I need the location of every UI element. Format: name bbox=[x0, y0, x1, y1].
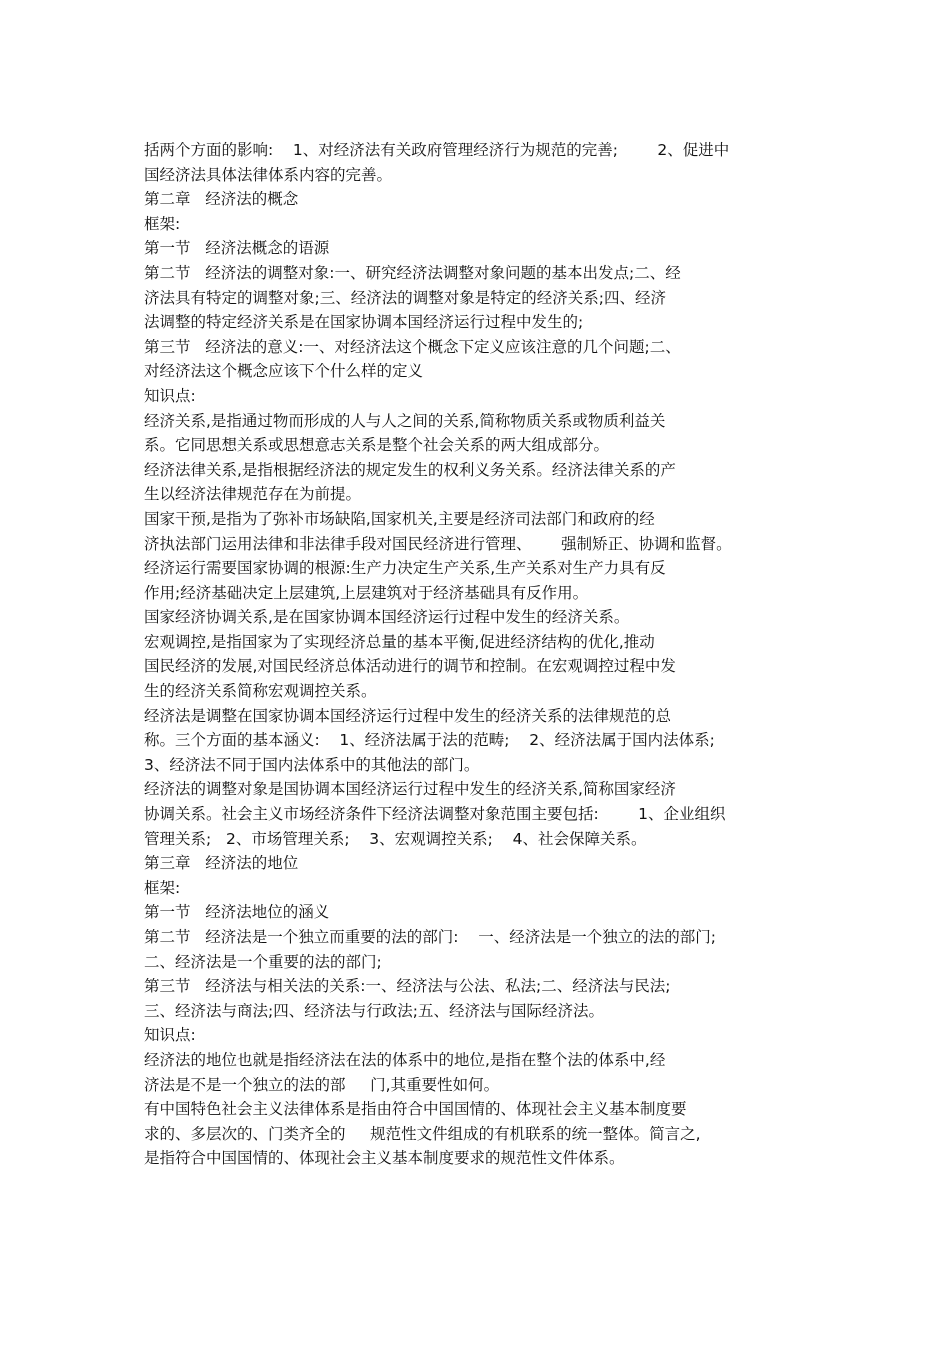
text-line: 第三节 经济法与相关法的关系:一、经济法与公法、私法;二、经济法与民法; bbox=[144, 977, 671, 996]
text-line: 国家经济协调关系,是在国家协调本国经济运行过程中发生的经济关系。 bbox=[144, 608, 630, 627]
text-line: 第三节 经济法的意义:一、对经济法这个概念下定义应该注意的几个问题;二、 bbox=[144, 337, 681, 356]
text-line: 经济关系,是指通过物而形成的人与人之间的关系,简称物质关系或物质利益关 bbox=[144, 411, 666, 430]
text-line: 三、经济法与商法;四、经济法与行政法;五、经济法与国际经济法。 bbox=[144, 1001, 604, 1020]
text-line: 二、经济法是一个重要的法的部门; bbox=[144, 952, 382, 971]
text-line: 法调整的特定经济关系是在国家协调本国经济运行过程中发生的; bbox=[144, 313, 584, 332]
text-line: 生的经济关系简称宏观调控关系。 bbox=[144, 682, 377, 701]
text-line: 框架: bbox=[144, 878, 181, 897]
text-line: 括两个方面的影响: 1、对经济法有关政府管理经济行为规范的完善; 2、促进中 bbox=[144, 141, 730, 159]
text-line: 宏观调控,是指国家为了实现经济总量的基本平衡,促进经济结构的优化,推动 bbox=[144, 632, 655, 651]
text-line: 对经济法这个概念应该下个什么样的定义 bbox=[144, 362, 424, 381]
text-line: 知识点: bbox=[144, 1026, 196, 1045]
text-line: 协调关系。社会主义市场经济条件下经济法调整对象范围主要包括: 1、企业组织 bbox=[144, 805, 726, 824]
text-line: 经济运行需要国家协调的根源:生产力决定生产关系,生产关系对生产力具有反 bbox=[144, 559, 666, 578]
text-line: 经济法律关系,是指根据经济法的规定发生的权利义务关系。经济法律关系的产 bbox=[144, 460, 676, 479]
text-line: 济执法部门运用法律和非法律手段对国民经济进行管理、 强制矫正、协调和监督。 bbox=[144, 534, 732, 553]
text-line: 经济法是调整在国家协调本国经济运行过程中发生的经济关系的法律规范的总 bbox=[144, 706, 672, 725]
text-line: 是指符合中国国情的、体现社会主义基本制度要求的规范性文件体系。 bbox=[144, 1149, 625, 1168]
text-line: 济法具有特定的调整对象;三、经济法的调整对象是特定的经济关系;四、经济 bbox=[144, 288, 666, 307]
text-line: 管理关系; 2、市场管理关系; 3、宏观调控关系; 4、社会保障关系。 bbox=[144, 829, 647, 848]
text-line: 有中国特色社会主义法律体系是指由符合中国国情的、体现社会主义基本制度要 bbox=[144, 1100, 687, 1119]
text-line: 求的、多层次的、门类齐全的 规范性文件组成的有机联系的统一整体。简言之, bbox=[144, 1124, 701, 1143]
text-line: 经济法的地位也就是指经济法在法的体系中的地位,是指在整个法的体系中,经 bbox=[144, 1050, 666, 1069]
text-line: 国经济法具体法律体系内容的完善。 bbox=[144, 165, 393, 184]
text-line: 知识点: bbox=[144, 386, 196, 405]
text-line: 第二节 经济法是一个独立而重要的法的部门: 一、经济法是一个独立的法的部门; bbox=[144, 928, 716, 946]
text-line: 第三章 经济法的地位 bbox=[144, 854, 299, 873]
text-line: 作用;经济基础决定上层建筑,上层建筑对于经济基础具有反作用。 bbox=[144, 583, 589, 602]
text-line: 国民经济的发展,对国民经济总体活动进行的调节和控制。在宏观调控过程中发 bbox=[144, 657, 676, 676]
text-line: 生以经济法律规范存在为前提。 bbox=[144, 485, 362, 504]
text-line: 3、经济法不同于国内法体系中的其他法的部门。 bbox=[144, 755, 480, 774]
text-line: 第一节 经济法概念的语源 bbox=[144, 239, 330, 258]
text-line: 经济法的调整对象是国协调本国经济运行过程中发生的经济关系,简称国家经济 bbox=[144, 780, 676, 799]
text-line: 第一节 经济法地位的涵义 bbox=[144, 903, 330, 922]
text-line: 系。它同思想关系或思想意志关系是整个社会关系的两大组成部分。 bbox=[144, 436, 610, 455]
text-line: 第二节 经济法的调整对象:一、研究经济法调整对象问题的基本出发点;二、经 bbox=[144, 263, 681, 282]
text-line: 济法是不是一个独立的法的部 门,其重要性如何。 bbox=[144, 1075, 500, 1094]
text-line: 第二章 经济法的概念 bbox=[144, 190, 299, 209]
document-body bbox=[144, 138, 834, 1171]
text-line: 称。三个方面的基本涵义: 1、经济法属于法的范畴; 2、经济法属于国内法体系; bbox=[144, 731, 715, 750]
text-line: 框架: bbox=[144, 214, 181, 233]
text-line: 国家干预,是指为了弥补市场缺陷,国家机关,主要是经济司法部门和政府的经 bbox=[144, 509, 655, 528]
